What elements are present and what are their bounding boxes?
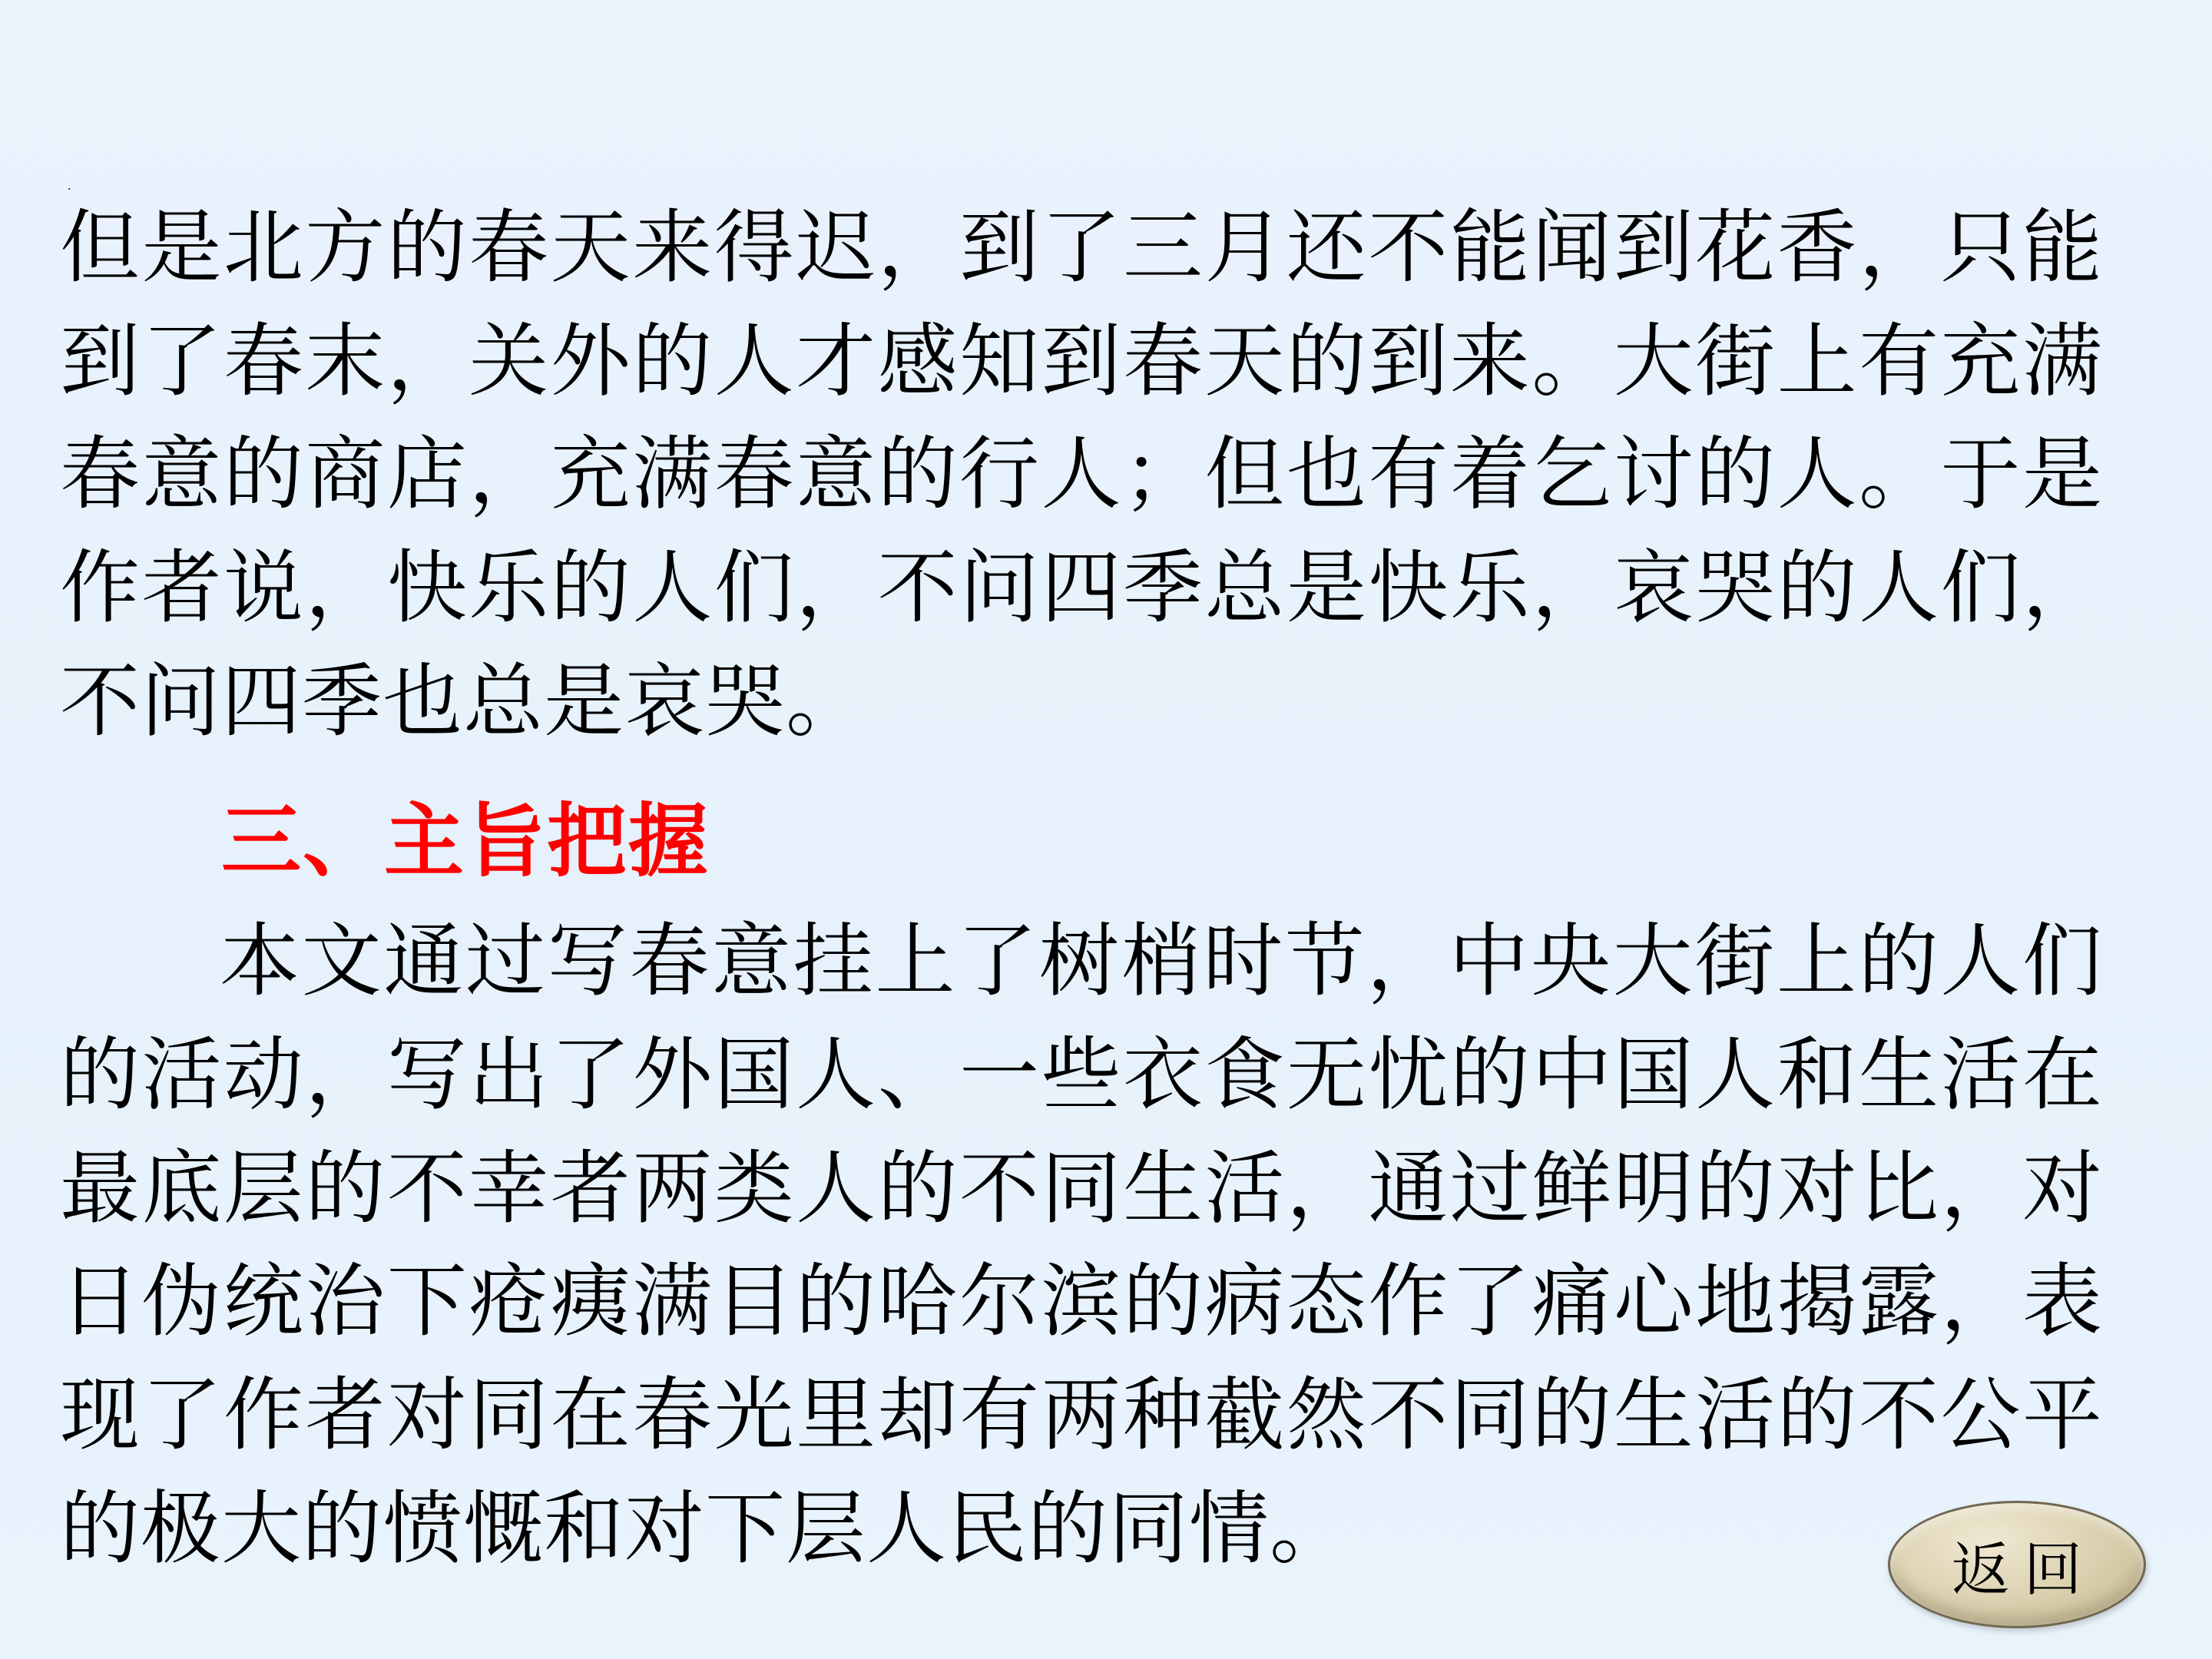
- section-heading: 三、主旨把握: [221, 798, 710, 887]
- summary-paragraph: 但是北方的春天来得迟，到了三月还不能闻到花香，只能到了春末，关外的人才感知到春天的到来。大街上有充满春意的商店，充满春意的行人；但也有着乞讨的人。于是作者说，快乐的人们，不问四季总是快乐，哀哭的人们，不问四季也总是哀哭。: [60, 204, 2103, 747]
- return-button-label: 返回: [1952, 1538, 2096, 1603]
- slide-content: [60, 192, 2157, 1586]
- corner-mark: .: [68, 177, 71, 193]
- theme-paragraph: 本文通过写春意挂上了树梢时节，中央大街上的人们的活动，写出了外国人、一些衣食无忧的中国人和生活在最底层的不幸者两类人的不同生活，通过鲜明的对比，对日伪统治下疮痍满目的哈尔滨的病态作了痛心地揭露，表现了作者对同在春光里却有两种截然不同的生活的不公平的极大的愤慨和对下层人民的同情。: [60, 918, 2103, 1574]
- return-button[interactable]: [1888, 1501, 2146, 1628]
